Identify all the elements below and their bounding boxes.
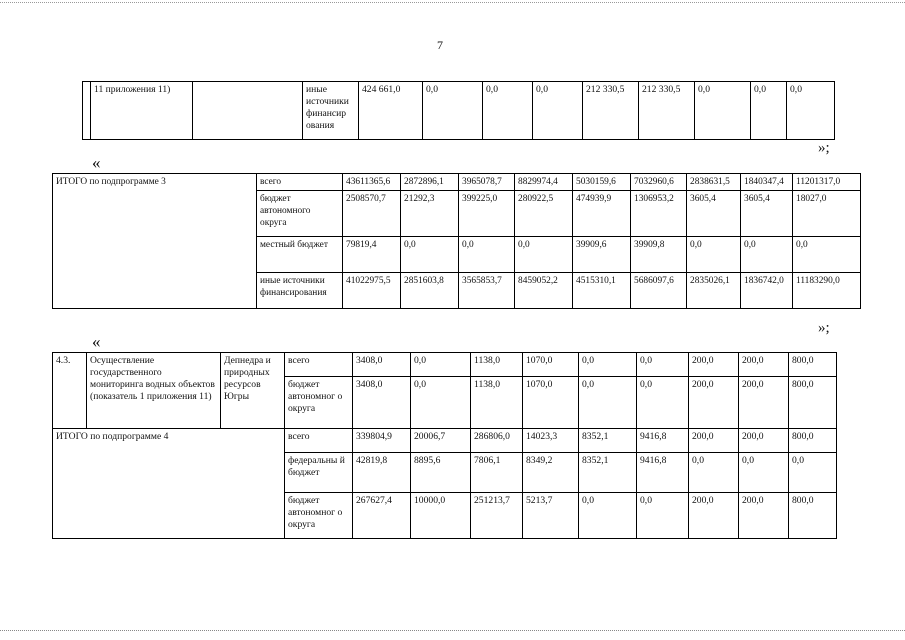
table-cell: 8352,1 bbox=[579, 453, 637, 493]
table-cell: 8349,2 bbox=[523, 453, 579, 493]
table-cell: бюджет автономног о округа bbox=[285, 377, 353, 429]
table-cell: 0,0 bbox=[533, 82, 583, 140]
table-cell: 2872896,1 bbox=[401, 174, 459, 191]
table-cell: 7806,1 bbox=[471, 453, 523, 493]
table-cell: 200,0 bbox=[689, 377, 739, 429]
table-cell: 200,0 bbox=[739, 353, 789, 377]
table-cell: 0,0 bbox=[741, 237, 793, 273]
table-cell: 212 330,5 bbox=[583, 82, 639, 140]
table-cell: 2851603,8 bbox=[401, 273, 459, 309]
close-quote: »; bbox=[818, 320, 830, 336]
table-cell: 8895,6 bbox=[411, 453, 471, 493]
table-cell: 1138,0 bbox=[471, 353, 523, 377]
table-cell: 20006,7 bbox=[411, 429, 471, 453]
table-cell: 9416,8 bbox=[637, 429, 689, 453]
table-cell: 8352,1 bbox=[579, 429, 637, 453]
table-cell: 424 661,0 bbox=[359, 82, 423, 140]
table-cell: 0,0 bbox=[483, 82, 533, 140]
table-cell: 399225,0 bbox=[459, 191, 515, 237]
table-cell: 1840347,4 bbox=[741, 174, 793, 191]
table-cell: 0,0 bbox=[411, 353, 471, 377]
table-cell: 0,0 bbox=[793, 237, 861, 273]
table-cell: 42819,8 bbox=[353, 453, 411, 493]
subprogram-3-total-table bbox=[52, 173, 861, 309]
table-row bbox=[53, 174, 861, 191]
table-row bbox=[53, 353, 837, 377]
table-cell bbox=[193, 82, 303, 140]
table-cell: 339804,9 bbox=[353, 429, 411, 453]
table-cell: 0,0 bbox=[695, 82, 751, 140]
table-cell: 3408,0 bbox=[353, 377, 411, 429]
table-cell: 0,0 bbox=[401, 237, 459, 273]
table-cell: 8459052,2 bbox=[515, 273, 573, 309]
table-cell: 0,0 bbox=[459, 237, 515, 273]
table-cell: 1138,0 bbox=[471, 377, 523, 429]
table-cell: 0,0 bbox=[751, 82, 787, 140]
table-cell: 3565853,7 bbox=[459, 273, 515, 309]
subprogram-4-table bbox=[52, 352, 837, 539]
table-row bbox=[83, 82, 835, 140]
table-cell: 0,0 bbox=[515, 237, 573, 273]
table-cell: 200,0 bbox=[739, 429, 789, 453]
table-cell: 200,0 bbox=[739, 377, 789, 429]
table-cell: 0,0 bbox=[579, 493, 637, 539]
table-cell: 280922,5 bbox=[515, 191, 573, 237]
table-cell: 200,0 bbox=[689, 429, 739, 453]
table-cell: 2835026,1 bbox=[687, 273, 741, 309]
table-cell: 9416,8 bbox=[637, 453, 689, 493]
table-cell: 2838631,5 bbox=[687, 174, 741, 191]
table-cell: 8829974,4 bbox=[515, 174, 573, 191]
table-cell: 11183290,0 bbox=[793, 273, 861, 309]
table-cell: 1070,0 bbox=[523, 377, 579, 429]
table-cell: 0,0 bbox=[689, 453, 739, 493]
row-title: ИТОГО по подпрограмме 3 bbox=[53, 174, 257, 309]
table-cell: 200,0 bbox=[689, 353, 739, 377]
table-cell: 800,0 bbox=[789, 493, 837, 539]
table-cell: бюджет автономного округа bbox=[257, 191, 343, 237]
table-cell: 286806,0 bbox=[471, 429, 523, 453]
table-cell: 0,0 bbox=[637, 353, 689, 377]
table-cell: всего bbox=[257, 174, 343, 191]
table-cell: 3408,0 bbox=[353, 353, 411, 377]
item-executor: Депнедра и природных ресурсов Югры bbox=[221, 353, 285, 429]
continuation-table bbox=[82, 81, 835, 140]
table-cell: всего bbox=[285, 353, 353, 377]
item-name: Осуществление государственного мониторинга водных объектов (показатель 1 приложения 11) bbox=[87, 353, 221, 429]
table-cell: 18027,0 bbox=[793, 191, 861, 237]
table-cell: бюджет автономног о округа bbox=[285, 493, 353, 539]
table-cell: 4515310,1 bbox=[573, 273, 631, 309]
table-cell: 474939,9 bbox=[573, 191, 631, 237]
table-cell: 800,0 bbox=[789, 353, 837, 377]
table-cell: 0,0 bbox=[579, 377, 637, 429]
table-cell: 3965078,7 bbox=[459, 174, 515, 191]
scan-edge-top bbox=[0, 2, 905, 4]
table-cell: 39909,8 bbox=[631, 237, 687, 273]
table-cell: 800,0 bbox=[789, 429, 837, 453]
close-quote: »; bbox=[818, 140, 830, 156]
table-cell: 1070,0 bbox=[523, 353, 579, 377]
table-cell: 0,0 bbox=[739, 453, 789, 493]
table-cell: местный бюджет bbox=[257, 237, 343, 273]
table-cell: 1306953,2 bbox=[631, 191, 687, 237]
table-cell: 0,0 bbox=[423, 82, 483, 140]
table-cell: 0,0 bbox=[637, 377, 689, 429]
table-cell: 7032960,6 bbox=[631, 174, 687, 191]
table-cell: 10000,0 bbox=[411, 493, 471, 539]
table-cell: 0,0 bbox=[789, 453, 837, 493]
table-cell: 3605,4 bbox=[741, 191, 793, 237]
table-cell: 251213,7 bbox=[471, 493, 523, 539]
table-cell: 2508570,7 bbox=[343, 191, 401, 237]
table-cell: 0,0 bbox=[787, 82, 835, 140]
table-cell: 0,0 bbox=[579, 353, 637, 377]
table-cell: 21292,3 bbox=[401, 191, 459, 237]
table-cell bbox=[83, 82, 91, 140]
table-cell: 41022975,5 bbox=[343, 273, 401, 309]
table-cell: 1836742,0 bbox=[741, 273, 793, 309]
table-cell: 3605,4 bbox=[687, 191, 741, 237]
table-cell: 200,0 bbox=[689, 493, 739, 539]
table-cell: 5213,7 bbox=[523, 493, 579, 539]
table-cell: 43611365,6 bbox=[343, 174, 401, 191]
item-number: 4.3. bbox=[53, 353, 87, 429]
table-cell: иные источники финансир ования bbox=[303, 82, 359, 140]
table-cell: 200,0 bbox=[739, 493, 789, 539]
table-row bbox=[53, 429, 837, 453]
table-cell: 0,0 bbox=[637, 493, 689, 539]
table-cell: 5030159,6 bbox=[573, 174, 631, 191]
table-cell: иные источники финансирования bbox=[257, 273, 343, 309]
open-quote: « bbox=[92, 332, 101, 351]
page-number: 7 bbox=[437, 38, 443, 52]
table-cell: всего bbox=[285, 429, 353, 453]
table-cell: 800,0 bbox=[789, 377, 837, 429]
scan-edge-bottom bbox=[0, 630, 905, 632]
table-cell: 0,0 bbox=[687, 237, 741, 273]
table-cell: 267627,4 bbox=[353, 493, 411, 539]
table-cell: 14023,3 bbox=[523, 429, 579, 453]
row-title: ИТОГО по подпрограмме 4 bbox=[53, 429, 285, 539]
table-cell: 5686097,6 bbox=[631, 273, 687, 309]
table-cell: 39909,6 bbox=[573, 237, 631, 273]
table-cell: 212 330,5 bbox=[639, 82, 695, 140]
table-cell: 11 приложения 11) bbox=[91, 82, 193, 140]
table-cell: федеральны й бюджет bbox=[285, 453, 353, 493]
table-cell: 11201317,0 bbox=[793, 174, 861, 191]
table-cell: 0,0 bbox=[411, 377, 471, 429]
table-cell: 79819,4 bbox=[343, 237, 401, 273]
open-quote: « bbox=[92, 153, 101, 172]
